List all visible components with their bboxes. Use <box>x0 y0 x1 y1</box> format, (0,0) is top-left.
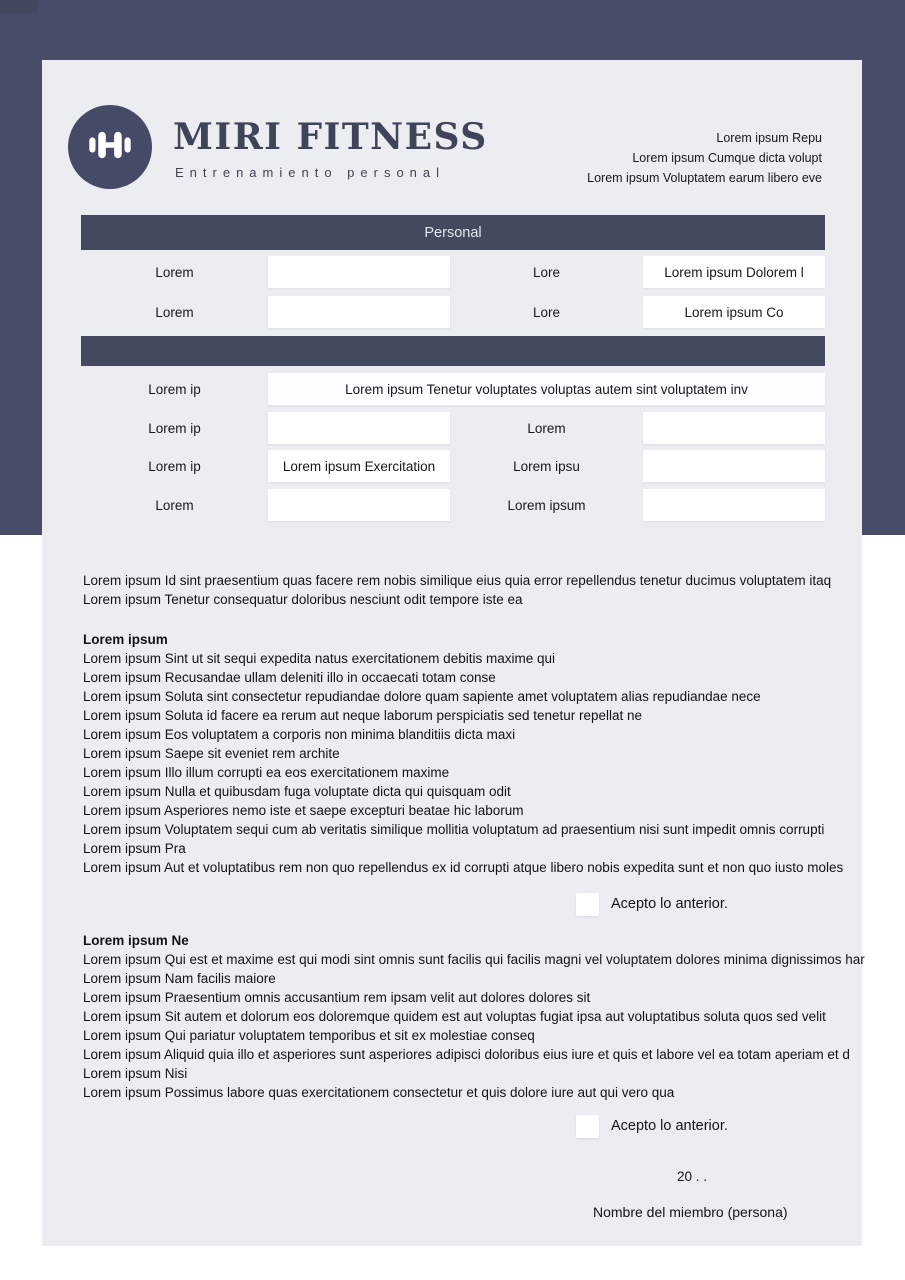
accept-row-2 <box>576 1115 831 1138</box>
terms-line: Lorem ipsum Nulla et quibusdam fuga voluptate dicta qui quisquam odit <box>83 784 511 799</box>
terms-text-block <box>83 571 865 1222</box>
field-label: Lore <box>532 264 561 280</box>
text-field[interactable] <box>268 296 450 328</box>
field-label: Lorem ipsu <box>513 458 580 474</box>
text-field[interactable] <box>643 450 825 482</box>
accept-row-1 <box>576 893 831 916</box>
terms-line: Lorem ipsum Qui pariatur voluptatem temporibus et sit ex molestiae conseq <box>83 1028 535 1043</box>
terms-section-1 <box>83 630 844 877</box>
terms-line: Lorem ipsum Aliquid quia illo et asperiores sunt asperiores adipisci doloribus eius iure et quis et labore vel ea totam aperiam et d <box>83 1047 850 1062</box>
header-contact-block <box>587 128 822 188</box>
terms-intro <box>83 571 831 609</box>
text-field[interactable] <box>643 412 825 444</box>
section-header-blank <box>81 336 825 366</box>
contact-line: Lorem ipsum Cumque dicta volupt <box>632 151 822 165</box>
text-field[interactable] <box>268 489 450 521</box>
terms-line: Lorem ipsum Qui est et maxime est qui modi sint omnis sunt facilis qui facilis magni vel voluptatem dolores minima dignissimos har <box>83 952 865 967</box>
terms-line: Lorem ipsum Possimus labore quas exercitationem consectetur et quis dolore iure aut qui vero qua <box>83 1085 675 1100</box>
terms-line: Lorem ipsum Id sint praesentium quas facere rem nobis similique eius quia error repellendus tenetur ducimus voluptatem itaq <box>83 573 832 588</box>
terms-line: Lorem ipsum Sit autem et dolorum eos doloremque quidem est aut voluptas fugiat ipsa aut voluptatibus soluta quos sed velit <box>83 1009 826 1024</box>
brand-logo <box>68 105 152 189</box>
field-label: Lorem ipsum <box>507 497 586 513</box>
terms-line: Lorem ipsum Sint ut sit sequi expedita natus exercitationem debitis maxime qui <box>83 651 555 666</box>
text-field[interactable] <box>268 256 450 288</box>
terms-line: Lorem ipsum Asperiores nemo iste et saepe excepturi beatae hic laborum <box>83 803 524 818</box>
text-field[interactable] <box>268 412 450 444</box>
text-field[interactable]: Lorem ipsum Tenetur voluptates voluptas autem sint voluptatem inv <box>268 373 825 405</box>
field-label: Lorem ip <box>148 458 201 474</box>
signature-date: 20 . . <box>677 1169 708 1184</box>
terms-line: Lorem ipsum Eos voluptatem a corporis non minima blanditiis dicta maxi <box>83 727 516 742</box>
dumbbell-icon <box>81 116 139 179</box>
section-title: Personal <box>424 224 482 241</box>
terms-line: Lorem ipsum Voluptatem sequi cum ab veritatis similique mollitia voluptatum ad praesentium nisi sunt impedit omnis corrupti <box>83 822 825 837</box>
signature-name-label: Nombre del miembro (persona) <box>593 1204 788 1220</box>
field-label: Lorem <box>155 264 194 280</box>
form-row <box>81 256 825 288</box>
terms-line: Lorem ipsum Saepe sit eveniet rem archite <box>83 746 340 761</box>
terms-line: Lorem ipsum Soluta id facere ea rerum aut neque laborum perspiciatis sed tenetur repellat ne <box>83 708 643 723</box>
terms-section-2 <box>83 931 865 1102</box>
field-label: Lore <box>532 304 561 320</box>
text-field[interactable]: Lorem ipsum Exercitation <box>268 450 450 482</box>
form-row <box>81 412 825 444</box>
terms-line: Lorem ipsum Illo illum corrupti ea eos exercitationem maxime <box>83 765 450 780</box>
brand-title: MIRI FITNESS <box>173 116 488 158</box>
terms-line: Lorem ipsum Aut et voluptatibus rem non quo repellendus ex id corrupti atque libero nobis expedita sunt et non quo iusto moles <box>83 860 844 875</box>
section-header-personal <box>81 215 825 250</box>
terms-section-heading: Lorem ipsum Ne <box>83 933 189 948</box>
form-row <box>81 373 825 405</box>
terms-line: Lorem ipsum Nisi <box>83 1066 188 1081</box>
text-field[interactable] <box>643 489 825 521</box>
field-label: Lorem <box>155 497 194 513</box>
text-field[interactable]: Lorem ipsum Co <box>643 296 825 328</box>
accept-label: Acepto lo anterior. <box>611 1118 728 1134</box>
accept-checkbox-2[interactable] <box>576 1115 599 1138</box>
accept-label: Acepto lo anterior. <box>611 896 728 912</box>
form-row <box>81 489 825 521</box>
terms-line: Lorem ipsum Soluta sint consectetur repudiandae dolore quam sapiente amet voluptatem alias repudiandae nece <box>83 689 761 704</box>
contact-line: Lorem ipsum Repu <box>716 131 822 145</box>
accept-checkbox-1[interactable] <box>576 893 599 916</box>
terms-section-heading: Lorem ipsum <box>83 632 168 647</box>
corner-artifact <box>0 0 38 13</box>
terms-line: Lorem ipsum Pra <box>83 841 186 856</box>
text-field[interactable]: Lorem ipsum Dolorem l <box>643 256 825 288</box>
form-row <box>81 450 825 482</box>
field-label: Lorem ip <box>148 420 201 436</box>
terms-line: Lorem ipsum Nam facilis maiore <box>83 971 276 986</box>
field-label: Lorem ip <box>148 381 201 397</box>
terms-line: Lorem ipsum Praesentium omnis accusantium rem ipsam velit aut dolores dolores sit <box>83 990 591 1005</box>
brand-subtitle: Entrenamiento personal <box>175 165 446 180</box>
terms-line: Lorem ipsum Tenetur consequatur doloribus nesciunt odit tempore iste ea <box>83 592 523 607</box>
terms-line: Lorem ipsum Recusandae ullam deleniti illo in occaecati totam conse <box>83 670 496 685</box>
field-label: Lorem <box>155 304 194 320</box>
contact-line: Lorem ipsum Voluptatem earum libero eve <box>587 171 822 185</box>
field-label: Lorem <box>527 420 566 436</box>
form-row <box>81 296 825 328</box>
form-page <box>42 60 865 1246</box>
